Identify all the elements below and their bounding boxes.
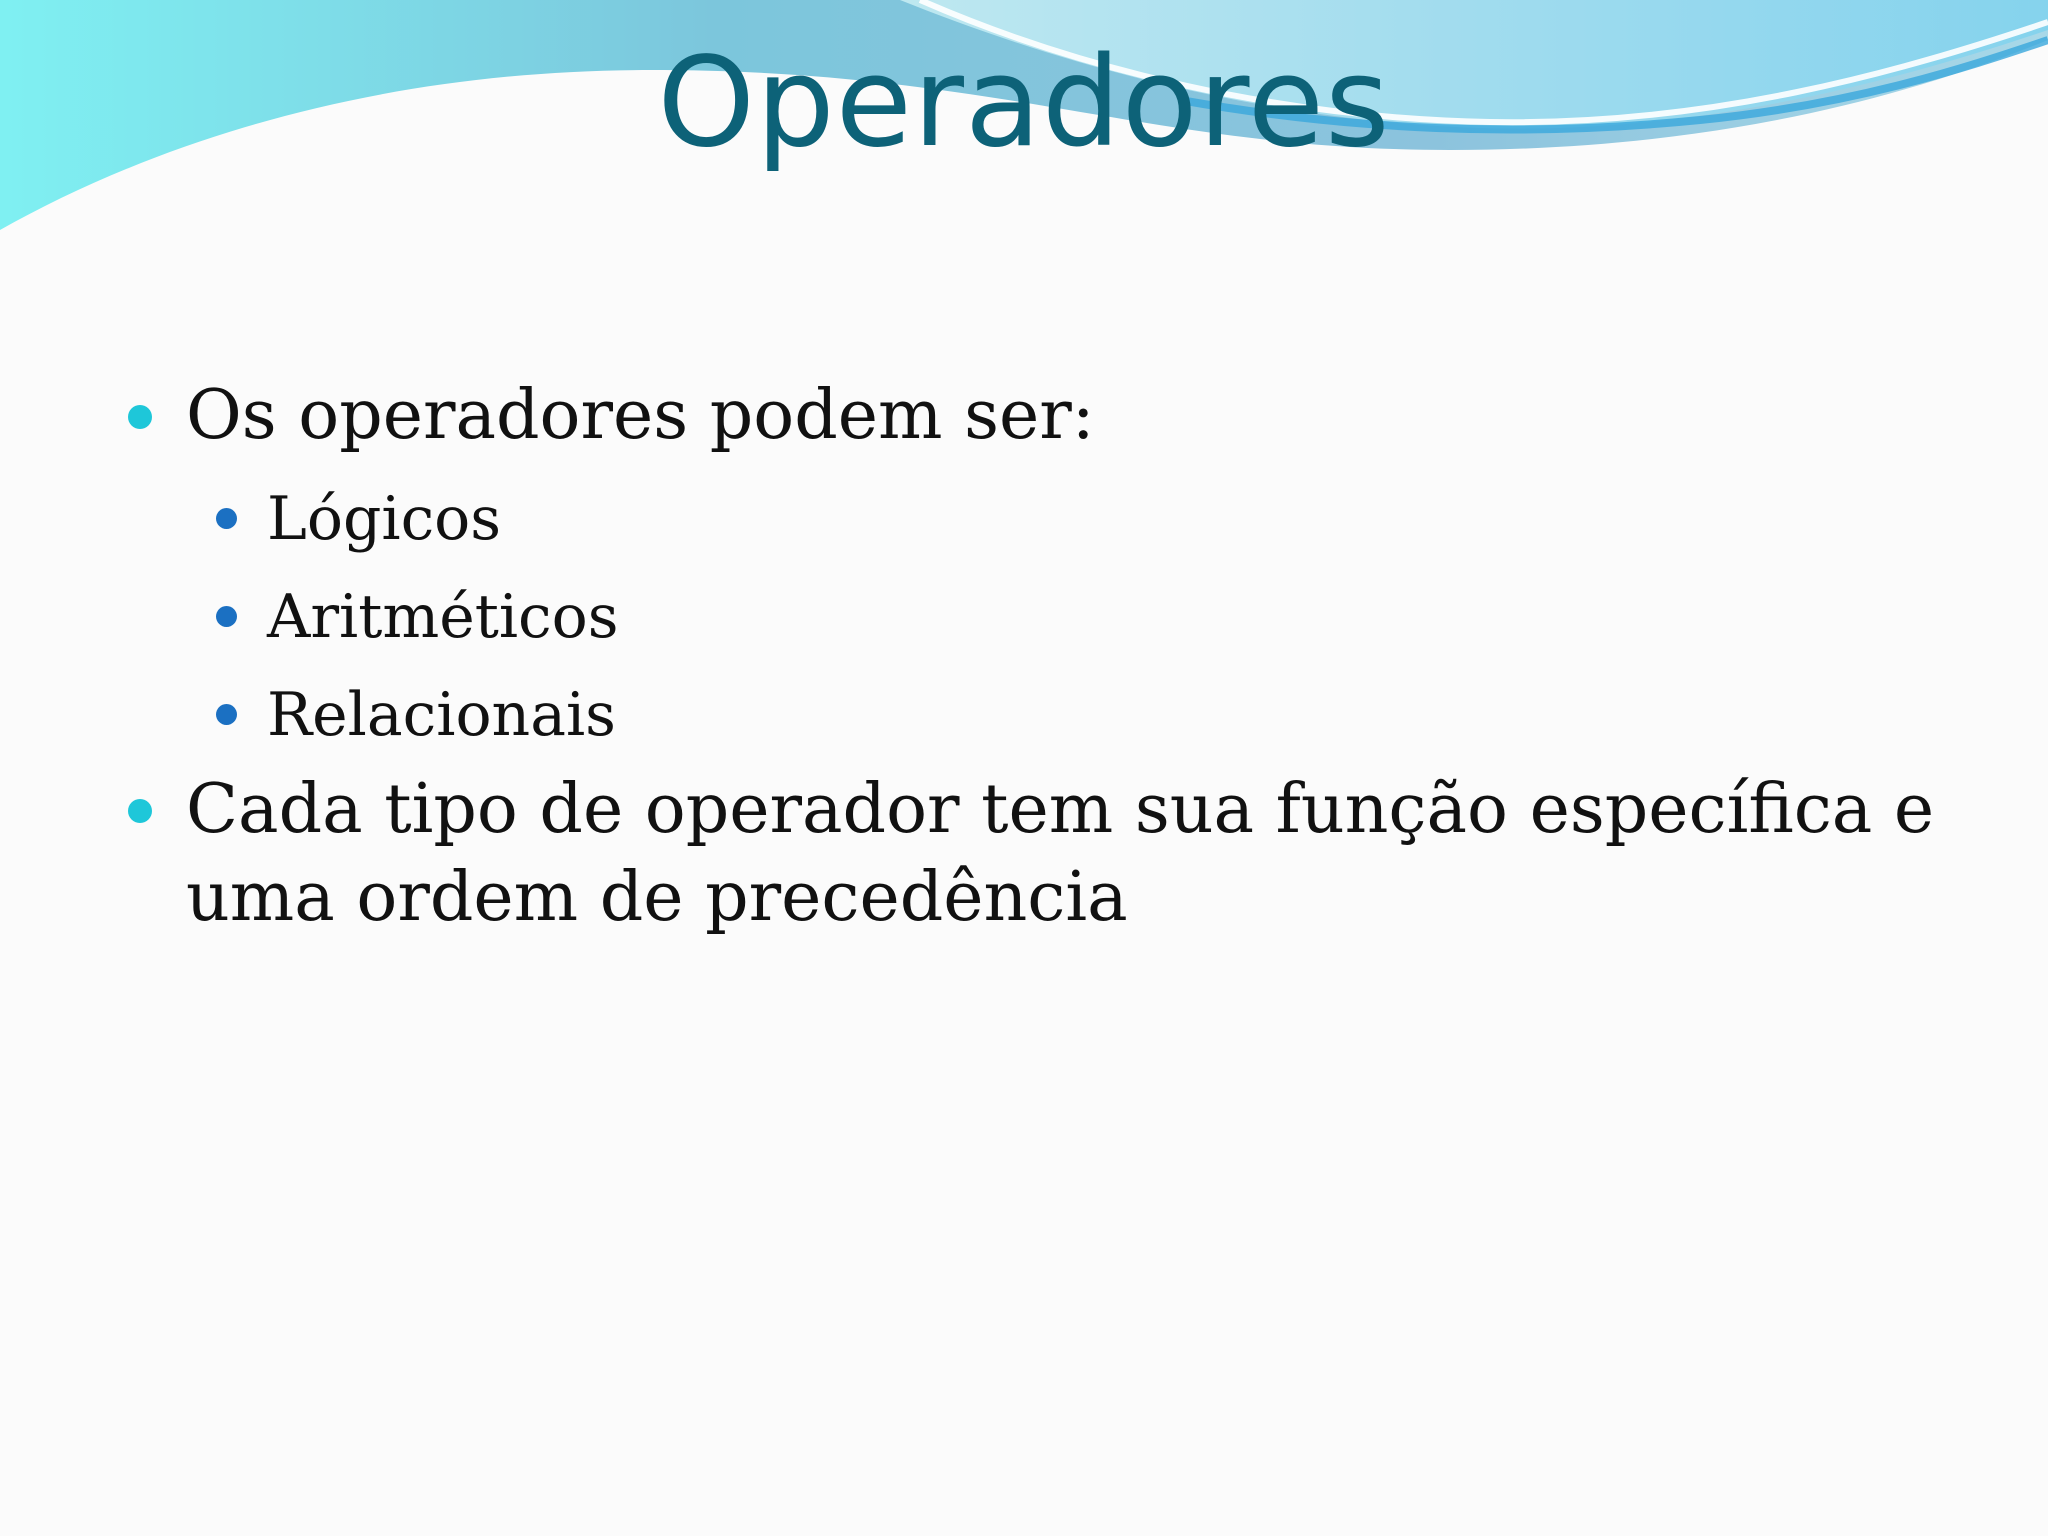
sub-bullet-item: [128, 568, 1958, 666]
bullet-item: [128, 372, 1958, 460]
sub-bullet-text: Lógicos: [267, 484, 502, 554]
slide-title: Operadores: [657, 31, 1391, 175]
bullet-item: [128, 766, 1958, 942]
sub-bullet-list: [128, 470, 1958, 764]
bullet-dot-icon: [128, 405, 152, 429]
sub-bullet-item: [128, 470, 1958, 568]
sub-bullet-dot-icon: [216, 606, 237, 627]
slide-body: [128, 372, 1958, 952]
bullet-dot-icon: [128, 799, 152, 823]
sub-bullet-text: Aritméticos: [267, 582, 619, 652]
sub-bullet-dot-icon: [216, 704, 237, 725]
sub-bullet-item: [128, 666, 1958, 764]
sub-bullet-dot-icon: [216, 508, 237, 529]
sub-bullet-text: Relacionais: [267, 680, 616, 750]
bullet-text: Os operadores podem ser:: [186, 376, 1095, 455]
bullet-text: Cada tipo de operador tem sua função específica e uma ordem de precedência: [186, 770, 1935, 937]
